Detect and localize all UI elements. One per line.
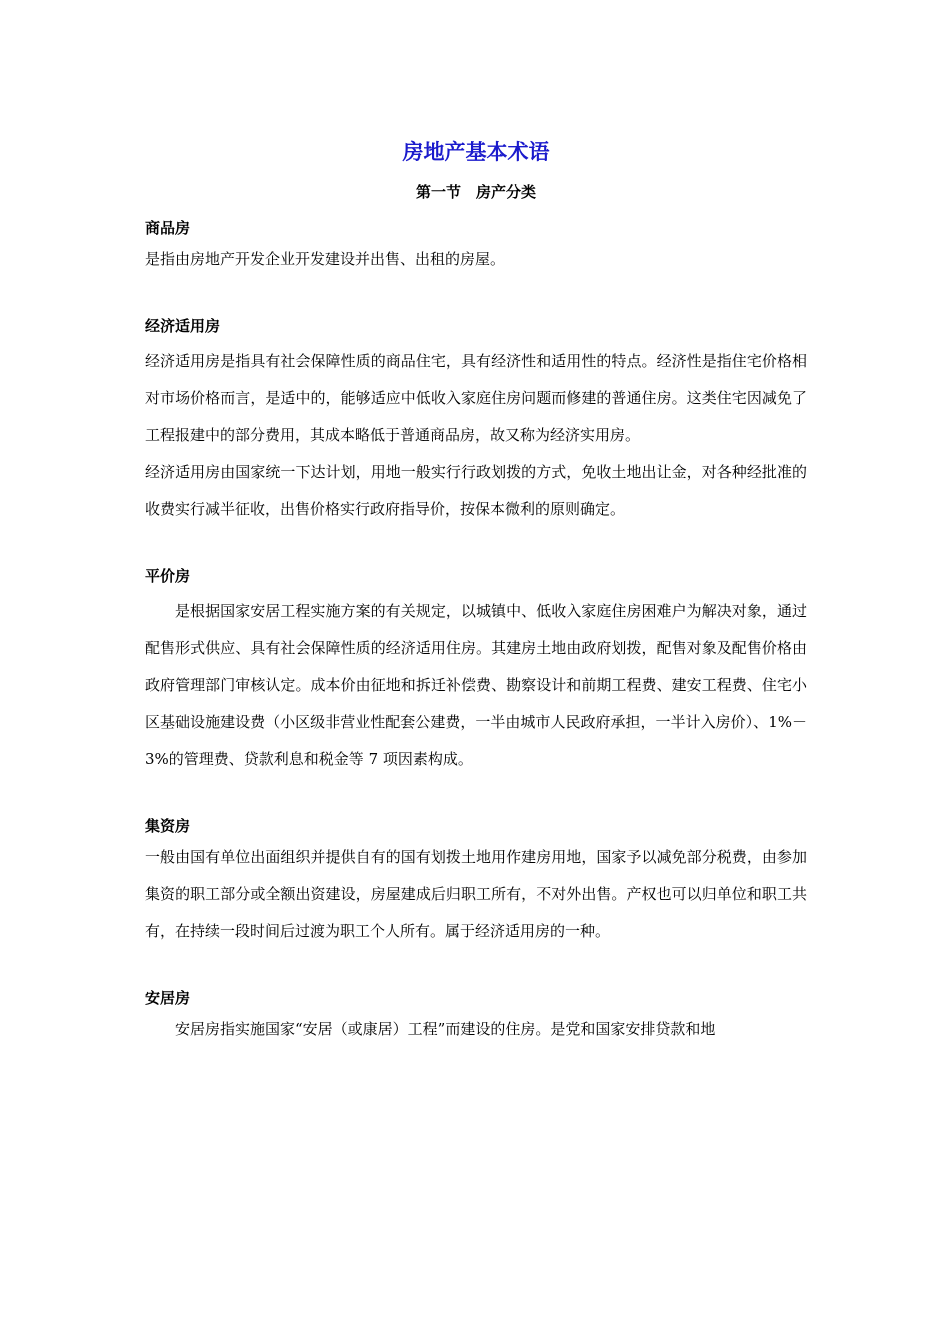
term-block-cooperative-housing [145, 813, 807, 950]
term-heading: 经济适用房 [145, 317, 221, 335]
term-heading: 安居房 [145, 989, 191, 1007]
spacer [145, 778, 807, 813]
term-paragraph: 一般由国有单位出面组织并提供自有的国有划拨土地用作建房用地，国家予以减免部分税费，由参加集资的职工部分或全额出资建设，房屋建成后归职工所有，不对外出售。产权也可以归单位和职工共有，在持续一段时间后过渡为职工个人所有。属于经济适用房的一种。 [145, 848, 807, 940]
spacer [145, 950, 807, 985]
document-title: 房地产基本术语 [402, 140, 550, 164]
term-heading: 平价房 [145, 567, 191, 585]
term-paragraph: 经济适用房是指具有社会保障性质的商品住宅，具有经济性和适用性的特点。经济性是指住宅价格相对市场价格而言，是适中的，能够适应中低收入家庭住房问题而修建的普通住房。这类住宅因减免了工程报建中的部分费用，其成本略低于普通商品房，故又称为经济实用房。 [145, 352, 807, 444]
term-paragraph: 经济适用房由国家统一下达计划，用地一般实行行政划拨的方式，免收土地出让金，对各种经批准的收费实行减半征收，出售价格实行政府指导价，按保本微利的原则确定。 [145, 463, 807, 518]
term-heading: 集资房 [145, 817, 191, 835]
term-paragraph: 是根据国家安居工程实施方案的有关规定，以城镇中、低收入家庭住房困难户为解决对象，通过配售形式供应、具有社会保障性质的经济适用住房。其建房土地由政府划拨，配售对象及配售价格由政府管理部门审核认定。成本价由征地和拆迁补偿费、勘察设计和前期工程费、建安工程费、住宅小区基础设施建设费（小区级非营业性配套公建费，一半由城市人民政府承担，一半计入房价）、1%－3%的管理费、贷款利息和税金等 7 项因素构成。 [145, 602, 807, 768]
term-block-affordable-housing [145, 313, 807, 528]
spacer [145, 528, 807, 563]
term-block-comfortable-housing [145, 985, 807, 1048]
term-paragraph: 安居房指实施国家“安居（或康居）工程”而建设的住房。是党和国家安排贷款和地 [175, 1020, 716, 1038]
term-paragraph: 是指由房地产开发企业开发建设并出售、出租的房屋。 [145, 250, 506, 268]
term-heading: 商品房 [145, 219, 191, 237]
section-title: 第一节 房产分类 [415, 183, 536, 201]
spacer [145, 278, 807, 313]
term-block-commercial-housing [145, 215, 807, 278]
term-block-low-price-housing [145, 563, 807, 778]
document-body [145, 133, 807, 1048]
